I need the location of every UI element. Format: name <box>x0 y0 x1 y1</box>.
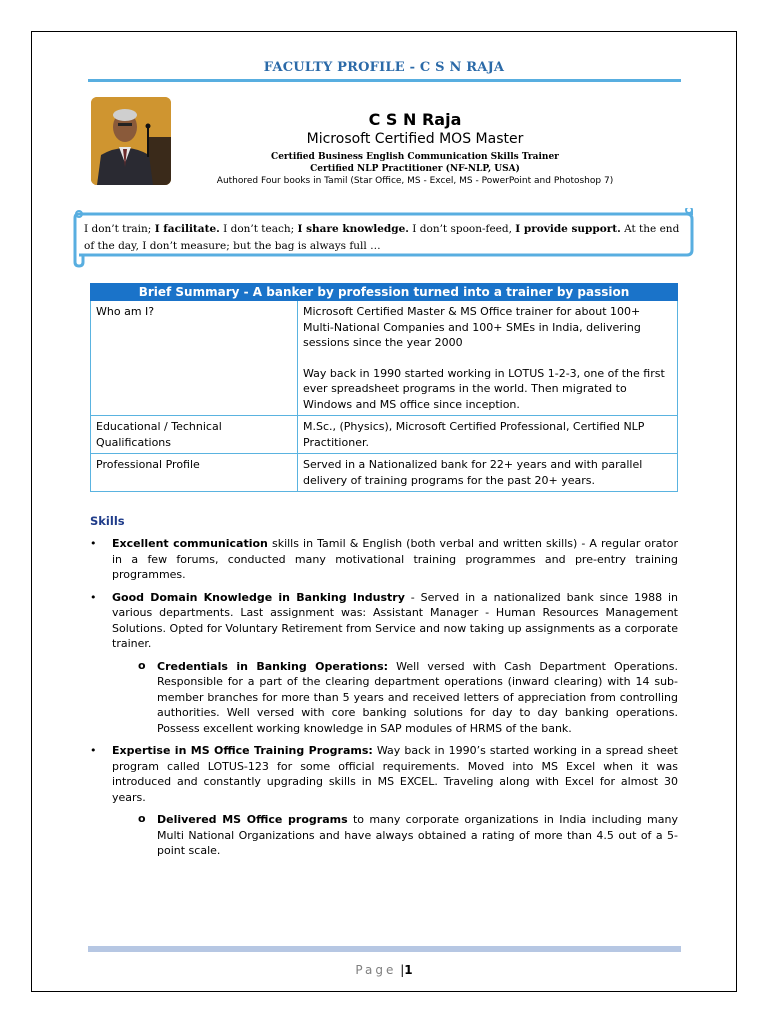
table-row <box>91 454 678 492</box>
certification-line-2: Certified NLP Practitioner (NF-NLP, USA) <box>310 164 520 174</box>
list-item <box>90 536 678 583</box>
row-value-who-am-i <box>298 301 678 416</box>
header-rule <box>88 79 681 82</box>
bullet-icon: • <box>90 537 97 550</box>
row-paragraph: Microsoft Certified Master & MS Office trainer for about 100+ Multi-National Companies and 100+ SMEs in India, delivering sessions since the year 2000 <box>303 305 641 349</box>
profile-photo <box>91 97 171 185</box>
skill-title: Excellent communication <box>112 537 268 550</box>
skills-heading: Skills <box>90 514 125 528</box>
list-item <box>90 590 678 652</box>
list-item <box>90 812 678 859</box>
certification-line-1: Certified Business English Communication Skills Trainer <box>271 152 559 162</box>
table-row <box>91 416 678 454</box>
row-label-professional-profile: Professional Profile <box>91 454 298 492</box>
skill-title: Good Domain Knowledge in Banking Industry <box>112 590 405 604</box>
skill-text: - Served in a nationalized bank since 1988 in various departments. Last assignment was: Assistant Manager - Human Resources Management Solutions. Opted for Voluntary Retirement from Service and now taking up assignments as a corporate trainer. <box>112 590 678 650</box>
brief-summary-table <box>90 283 678 492</box>
page-separator: | <box>400 963 405 977</box>
subskill-title: Delivered MS Office programs <box>157 813 348 826</box>
page-footer <box>0 963 768 977</box>
skill-title: Expertise in MS Office Training Programs: <box>112 744 373 757</box>
skill-text: Way back in 1990’s started working in a spread sheet program called LOTUS-123 for some official requirements. Moved into MS Excel when it was introduced and constantly upgrading skills in MS EXCEL. Traveling along with Excel for almost 30 years. <box>112 744 678 804</box>
row-paragraph: Served in a Nationalized bank for 22+ years and with parallel delivery of training programs for the past 20+ years. <box>303 458 643 487</box>
list-item <box>90 659 678 737</box>
quote-part: I don’t teach; <box>219 223 298 235</box>
subskill-title: Credentials in Banking Operations: <box>157 659 389 673</box>
table-row <box>91 301 678 416</box>
row-label-who-am-i: Who am I? <box>91 301 298 416</box>
quote-bold-facilitate: I facilitate. <box>154 223 220 235</box>
quote-part: I don’t spoon-feed, <box>408 223 516 235</box>
page-label: Page <box>355 963 397 977</box>
sub-bullet-icon: o <box>138 812 146 825</box>
profile-subtitle: Microsoft Certified MOS Master <box>306 131 524 147</box>
footer-rule <box>88 946 681 952</box>
quote-part: I don’t train; <box>84 223 155 235</box>
skill-text: skills in Tamil & English (both verbal and written skills) - A regular orator in a few forums, conducted many motivational training programmes and pre-entry training programmes. <box>112 537 678 581</box>
page-number: 1 <box>404 963 413 977</box>
sub-bullet-icon: o <box>138 658 146 672</box>
row-value-professional-profile <box>298 454 678 492</box>
row-paragraph: Way back in 1990 started working in LOTUS 1-2-3, one of the first ever spreadsheet programs in the world. Then migrated to Windows and MS office since inception. <box>303 366 665 411</box>
row-label-qualifications: Educational / Technical Qualifications <box>91 416 298 454</box>
philosophy-quote <box>84 221 680 255</box>
quote-part: At the end of the day, I don’t measure; but the bag is always full … <box>84 223 680 252</box>
subskill-text: Well versed with Cash Department Operations. Responsible for a part of the clearing department operations (inward clearing) with 14 sub-member branches for more than 5 years and received letters of appreciation from controlling authorities. Well versed with core banking solutions for day to day banking operations. Possess excellent working knowledge in SAP modules of HRMS of the bank. <box>157 659 679 735</box>
summary-table-heading: Brief Summary - A banker by profession turned into a trainer by passion <box>91 284 678 301</box>
page-header-title: FACULTY PROFILE - C S N RAJA <box>263 60 505 75</box>
profile-name: C S N Raja <box>368 110 462 129</box>
row-value-qualifications <box>298 416 678 454</box>
skills-list <box>90 536 678 866</box>
subskill-text: to many corporate organizations in India including many Multi National Organizations and have always obtained a rating of more than 4.5 out of a 5-point scale. <box>157 813 678 857</box>
bullet-icon: • <box>90 590 97 604</box>
quote-bold-provide-support: I provide support. <box>515 223 621 235</box>
authored-books-line: Authored Four books in Tamil (Star Office, MS - Excel, MS - PowerPoint and Photoshop 7) <box>216 176 614 186</box>
bullet-icon: • <box>90 744 97 757</box>
row-paragraph: M.Sc., (Physics), Microsoft Certified Professional, Certified NLP Practitioner. <box>303 420 645 449</box>
list-item <box>90 743 678 805</box>
quote-bold-share-knowledge: I share knowledge. <box>297 223 409 235</box>
